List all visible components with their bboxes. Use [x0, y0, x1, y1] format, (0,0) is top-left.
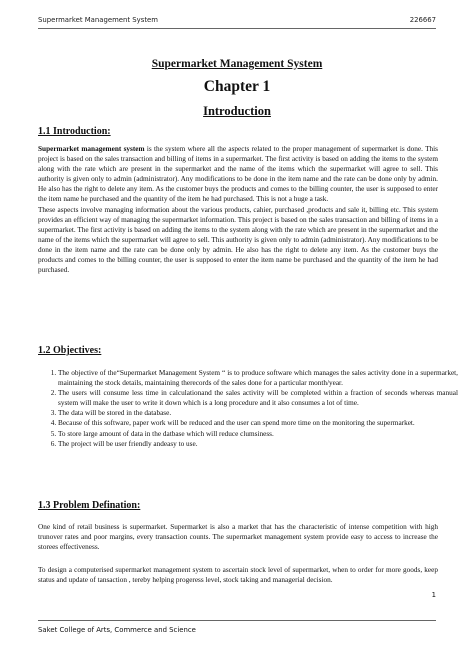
intro-paragraph-1: Supermarket management system is the system where all the aspects related to the proper management of supermarket is done. This project is based on the sales transaction and billing of items in a supermarket. The first activity is based on adding the items to the system along with the rate which are present in the supermarket and the name of the items which the supermarket will agree to sell. This authority is given only to admin (administrator). Any modifications to be done in the item name and the rate can be done only by admin. He also has the right to delete any item. As the customer buys the products and comes to the billing counter, the user is supposed to enter the item name he purchased and the quantity of the item he had purchased. This is not a huge a task. [38, 145, 438, 204]
objectives-list [38, 368, 458, 449]
objective-item: 4. Because of this software, paper work will be reduced and the user can spend more time on the monitoring the supermarket. [58, 418, 458, 428]
header-title: Supermarket Management System [38, 16, 158, 24]
objective-item: 3. The data will be stored in the database. [58, 408, 458, 418]
objective-item: 2. The users will consume less time in calculationand the sales activity will be completed within a fraction of seconds whereas manual system will make the user to write it down which is a long procedure and it also consumes a lot of time. [58, 388, 458, 408]
section-1-2-heading: 1.2 Objectives: [38, 345, 102, 356]
page-header [38, 14, 436, 29]
section-1-1-body [38, 144, 438, 275]
page-footer [38, 591, 436, 634]
header-id: 226667 [409, 16, 436, 24]
objective-item: 5. To store large amount of data in the datbase which will reduce clumsiness. [58, 429, 458, 439]
section-1-1-heading: 1.1 Introduction: [38, 126, 111, 137]
footer-college: Saket College of Arts, Commerce and Science [38, 626, 196, 634]
introduction-heading: Introduction [203, 104, 271, 118]
document-title: Supermarket Management System [151, 58, 323, 70]
intro-lead-term: Supermarket management system [38, 145, 145, 153]
section-1-3-heading: 1.3 Problem Defination: [38, 500, 141, 511]
problem-paragraph-2: To design a computerised supermarket management system to ascertain stock level of supermarket, when to order for more goods, keep status and update of tansaction , tereby helping progeress level, stock taking and managerial decision. [38, 566, 438, 585]
objective-item: 1. The objective of the“Supermarket Management System “ is to produce software which manages the sales activity done in a supermarket, maintaining the stock details, maintaining therecords of the sales done for a particular month/year. [58, 368, 458, 388]
page-number: 1 [431, 591, 436, 599]
chapter-heading: Chapter 1 [203, 78, 271, 95]
problem-paragraph-1: One kind of retail business is supermarket. Supermarket is also a market that has the characteristic of intense competition with high trunover rates and poor margins, every transaction counts. The supermarket management system provide easy to access to increase the storees effectiveness. [38, 523, 438, 552]
intro-paragraph-2: These aspects involve managing information about the various products, cahier, purchased ,products and sale it, billing etc. This system provides an efficient way of managing the supermarket information. This project is based on the sales transaction and billing of items in a supermarket. The first activity is based on adding the items to the system along with the rate which are present in the supermarket and the name of the items which the supermarket will agree to sell. This authority is given only to admin (administrator). Any modifications to be done in the item name and the rate can be done only by admin. He also has the right to delete any item. As the customer buys the products and comes to the billing counter, the user is supposed to enter the item name be purchased and the quantity of the item he had purchased. [38, 205, 438, 275]
objective-item: 6. The project will be user friendly andeasy to use. [58, 439, 458, 449]
